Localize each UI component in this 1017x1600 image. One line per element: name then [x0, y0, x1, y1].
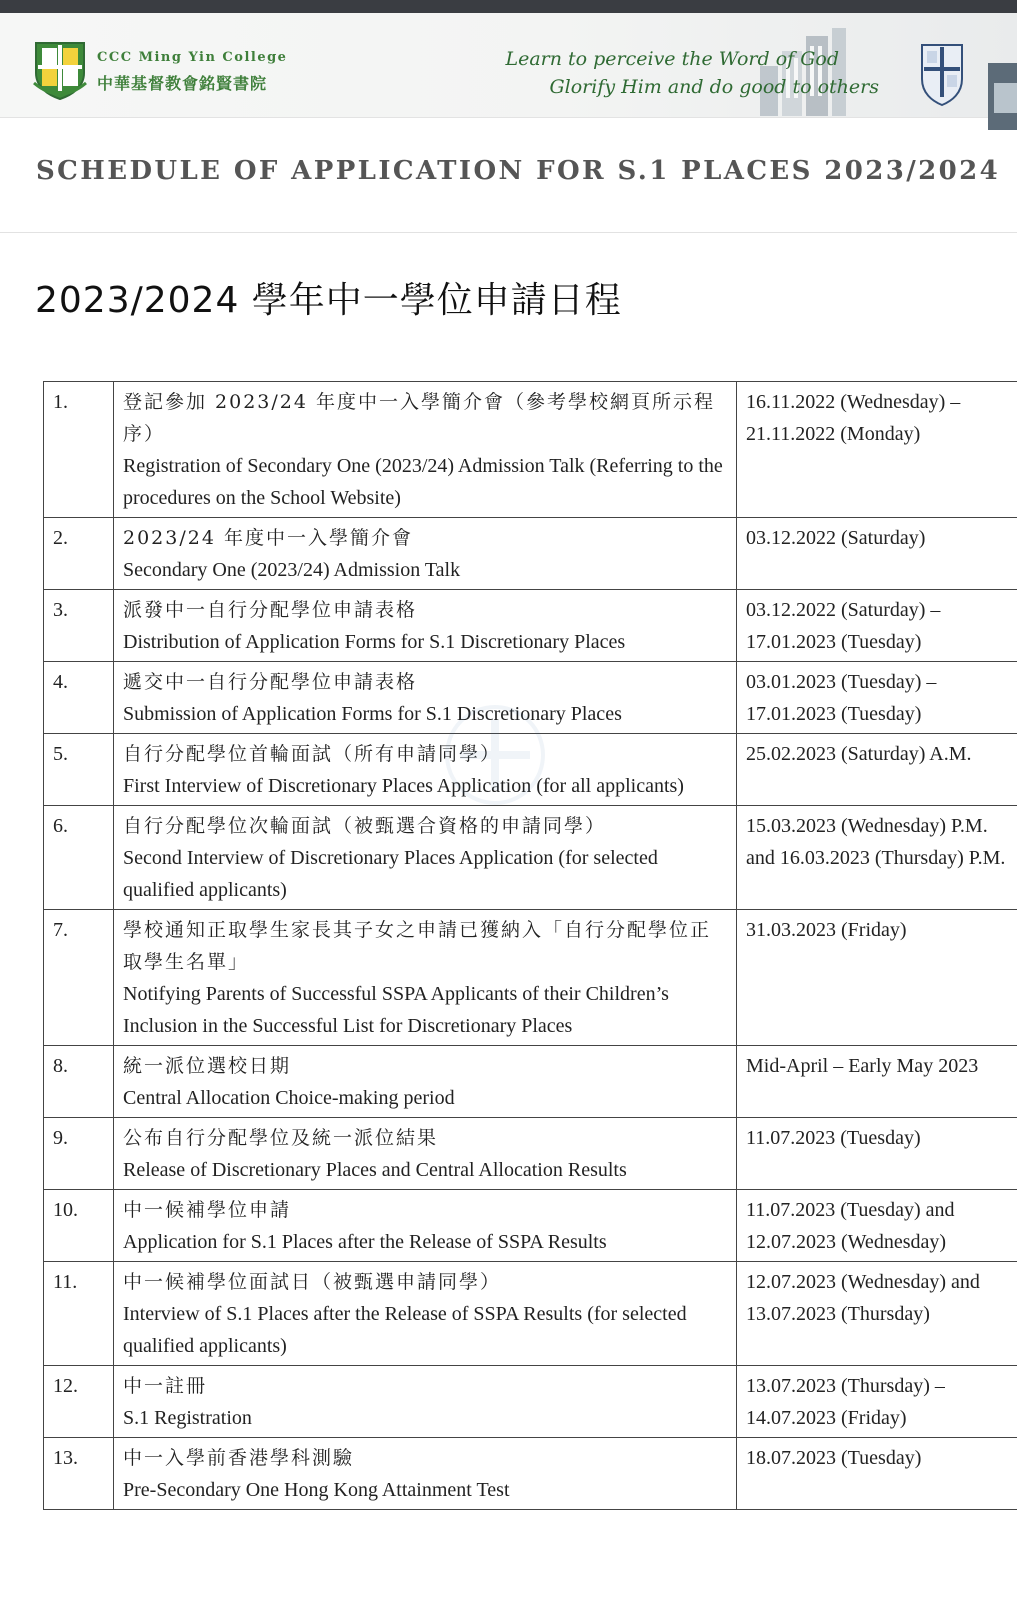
row-date: 03.01.2023 (Tuesday) – 17.01.2023 (Tuesday): [737, 662, 1017, 734]
row-date: 11.07.2023 (Tuesday): [737, 1118, 1017, 1190]
college-crest-icon: [32, 39, 88, 101]
row-description: [114, 590, 737, 662]
row-description: [114, 1438, 737, 1510]
event-name-zh: 學校通知正取學生家長其子女之申請已獲納入「自行分配學位正取學生名單」: [123, 919, 712, 973]
row-number: 2.: [44, 518, 114, 590]
event-name-en: Central Allocation Choice-making period: [123, 1087, 455, 1109]
row-description: [114, 1366, 737, 1438]
event-name-zh: 中一註冊: [123, 1375, 208, 1397]
event-name-en: Registration of Secondary One (2023/24) Admission Talk (Referring to the procedures on the School Website): [123, 455, 723, 509]
row-number: 11.: [44, 1262, 114, 1366]
row-description: [114, 662, 737, 734]
event-name-en: Interview of S.1 Places after the Release of SSPA Results (for selected qualified applicants): [123, 1303, 687, 1357]
row-date: 03.12.2022 (Saturday): [737, 518, 1017, 590]
table-row: [44, 382, 1017, 518]
table-row: [44, 910, 1017, 1046]
schedule-table-body: [44, 382, 1017, 1510]
row-date: 25.02.2023 (Saturday) A.M.: [737, 734, 1017, 806]
row-date: Mid-April – Early May 2023: [737, 1046, 1017, 1118]
event-name-zh: 自行分配學位次輪面試（被甄選合資格的申請同學）: [123, 815, 607, 837]
motto-line-1: Learn to perceive the Word of God: [505, 48, 839, 70]
schedule-table: [43, 381, 1017, 1510]
row-number: 13.: [44, 1438, 114, 1510]
table-row: [44, 806, 1017, 910]
table-row: [44, 1118, 1017, 1190]
college-motto: [505, 45, 879, 101]
page-title-zh: 2023/2024 學年中一學位申請日程: [35, 280, 622, 321]
event-name-en: S.1 Registration: [123, 1407, 252, 1429]
event-name-zh: 遞交中一自行分配學位申請表格: [123, 671, 418, 693]
event-name-en: First Interview of Discretionary Places Application (for all applicants): [123, 775, 684, 797]
row-number: 8.: [44, 1046, 114, 1118]
row-date: 12.07.2023 (Wednesday) and 13.07.2023 (Thursday): [737, 1262, 1017, 1366]
table-row: [44, 1190, 1017, 1262]
watermark-crest-icon: [440, 700, 550, 810]
row-date: 18.07.2023 (Tuesday): [737, 1438, 1017, 1510]
row-date: 11.07.2023 (Tuesday) and 12.07.2023 (Wednesday): [737, 1190, 1017, 1262]
row-number: 12.: [44, 1366, 114, 1438]
section-divider: [0, 232, 1017, 233]
event-name-en: Second Interview of Discretionary Places Application (for selected qualified applicants): [123, 847, 658, 901]
table-row: [44, 1438, 1017, 1510]
event-name-en: Application for S.1 Places after the Release of SSPA Results: [123, 1231, 607, 1253]
row-number: 3.: [44, 590, 114, 662]
event-name-en: Submission of Application Forms for S.1 Discretionary Places: [123, 703, 622, 725]
table-row: [44, 1262, 1017, 1366]
row-date: 03.12.2022 (Saturday) – 17.01.2023 (Tuesday): [737, 590, 1017, 662]
event-name-zh: 登記參加 2023/24 年度中一入學簡介會（參考學校網頁所示程序）: [123, 391, 716, 445]
row-date: 15.03.2023 (Wednesday) P.M. and 16.03.2023 (Thursday) P.M.: [737, 806, 1017, 910]
row-number: 5.: [44, 734, 114, 806]
event-name-zh: 公布自行分配學位及統一派位結果: [123, 1127, 439, 1149]
event-name-zh: 派發中一自行分配學位申請表格: [123, 599, 418, 621]
event-name-zh: 中一候補學位面試日（被甄選申請同學）: [123, 1271, 502, 1293]
event-name-en: Pre-Secondary One Hong Kong Attainment Test: [123, 1479, 510, 1501]
table-row: [44, 1046, 1017, 1118]
college-name-en: CCC Ming Yin College: [97, 50, 288, 65]
event-name-en: Release of Discretionary Places and Central Allocation Results: [123, 1159, 627, 1181]
row-date: 16.11.2022 (Wednesday) – 21.11.2022 (Monday): [737, 382, 1017, 518]
college-name-zh: 中華基督教會銘賢書院: [97, 74, 268, 93]
row-description: [114, 382, 737, 518]
event-name-zh: 中一入學前香港學科測驗: [123, 1447, 355, 1469]
row-description: [114, 1118, 737, 1190]
motto-line-2: Glorify Him and do good to others: [549, 76, 879, 98]
row-description: [114, 518, 737, 590]
row-description: [114, 910, 737, 1046]
table-row: [44, 1366, 1017, 1438]
event-name-zh: 中一候補學位申請: [123, 1199, 292, 1221]
event-name-zh: 2023/24 年度中一入學簡介會: [123, 527, 413, 549]
row-description: [114, 1190, 737, 1262]
event-name-en: Distribution of Application Forms for S.1 Discretionary Places: [123, 631, 626, 653]
event-name-en: Notifying Parents of Successful SSPA Applicants of their Children’s Inclusion in the Successful List for Discretionary Places: [123, 983, 669, 1037]
top-status-bar: [0, 0, 1017, 13]
table-row: [44, 518, 1017, 590]
row-description: [114, 734, 737, 806]
table-row: [44, 590, 1017, 662]
site-header: [0, 13, 1017, 118]
row-number: 9.: [44, 1118, 114, 1190]
event-name-zh: 自行分配學位首輪面試（所有申請同學）: [123, 743, 502, 765]
event-name-en: Secondary One (2023/24) Admission Talk: [123, 559, 461, 581]
row-number: 1.: [44, 382, 114, 518]
church-crest-icon: [918, 39, 966, 111]
row-number: 7.: [44, 910, 114, 1046]
row-number: 6.: [44, 806, 114, 910]
row-description: [114, 806, 737, 910]
event-name-zh: 統一派位選校日期: [123, 1055, 292, 1077]
row-number: 10.: [44, 1190, 114, 1262]
schedule-title: SCHEDULE OF APPLICATION FOR S.1 PLACES 2023/2024: [36, 156, 1001, 186]
row-date: 31.03.2023 (Friday): [737, 910, 1017, 1046]
row-description: [114, 1046, 737, 1118]
row-date: 13.07.2023 (Thursday) – 14.07.2023 (Friday): [737, 1366, 1017, 1438]
header-edge-window: [994, 83, 1017, 113]
row-number: 4.: [44, 662, 114, 734]
row-description: [114, 1262, 737, 1366]
